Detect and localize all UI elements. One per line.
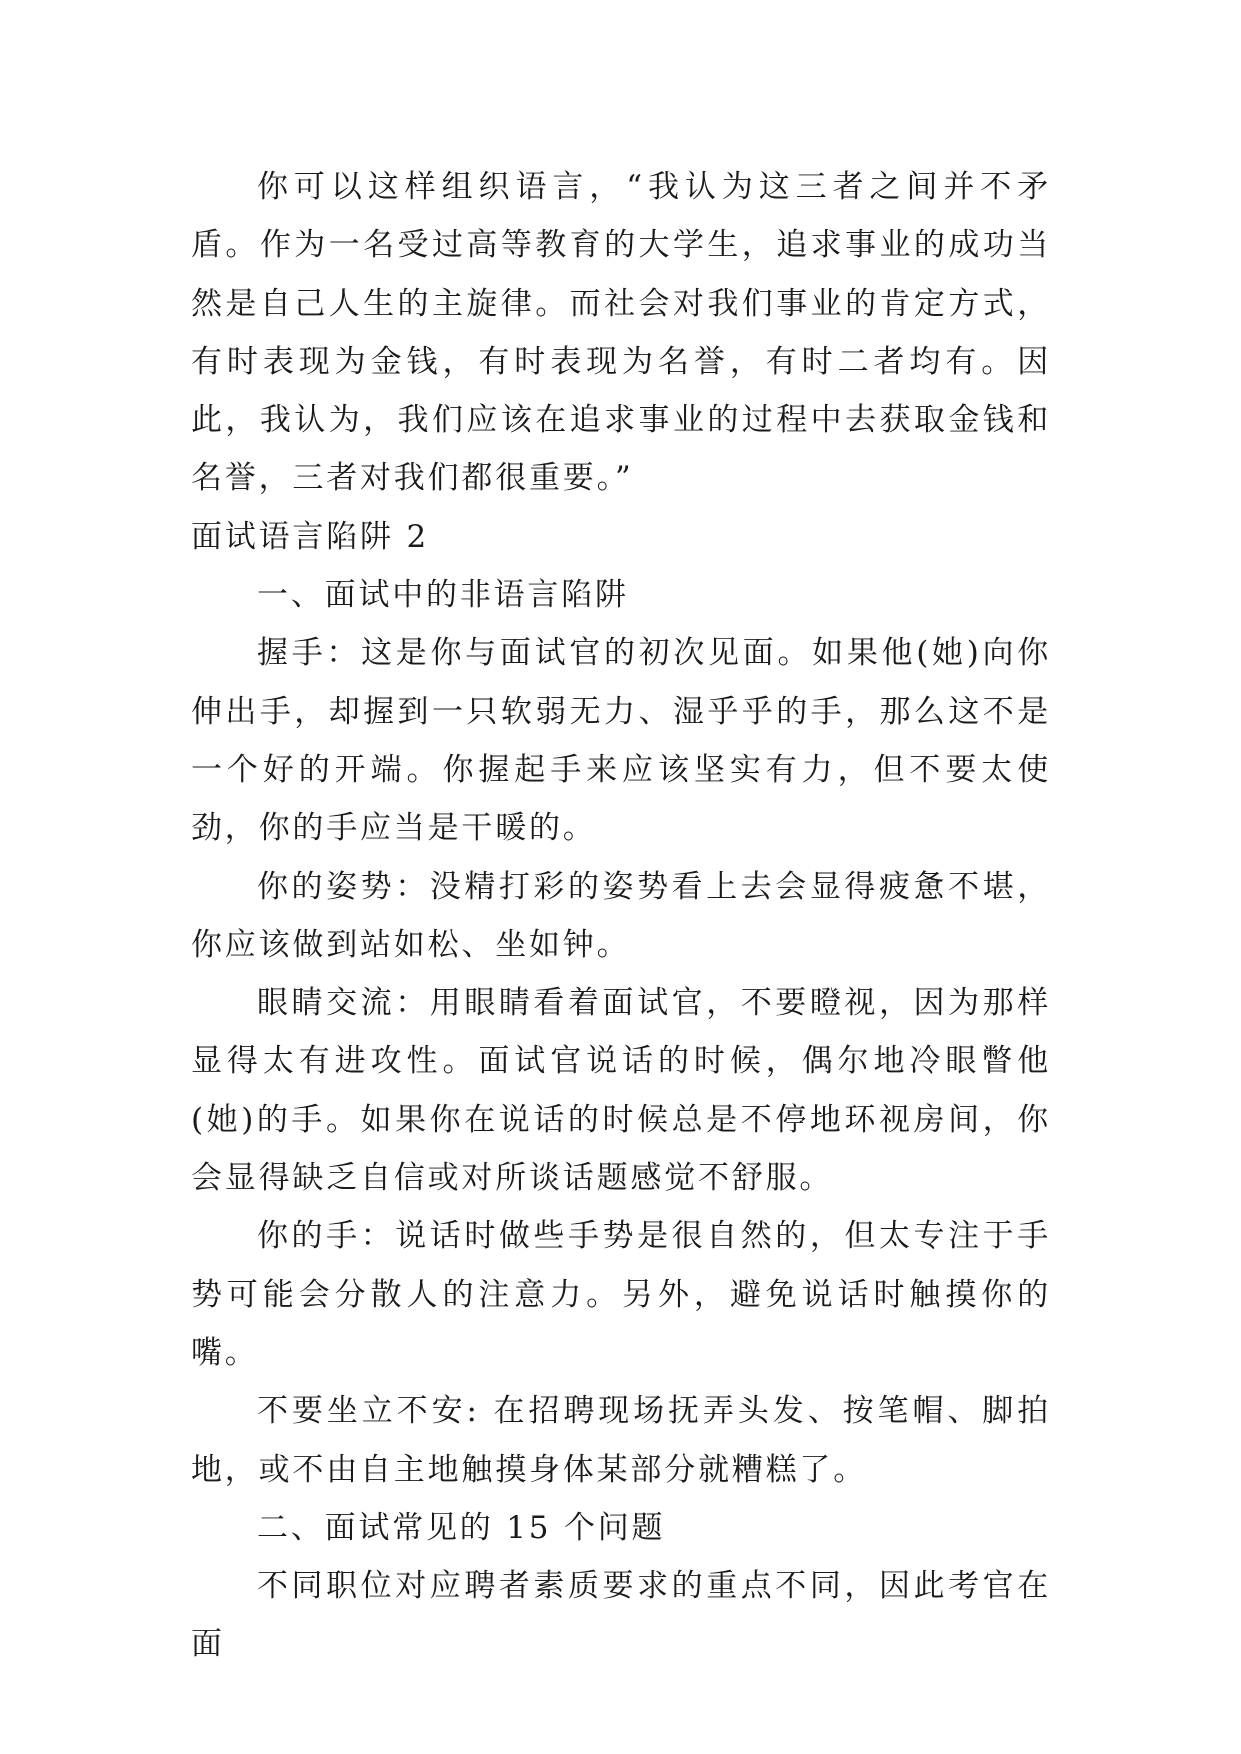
- paragraph: 眼睛交流：用眼睛看着面试官，不要瞪视，因为那样显得太有进攻性。面试官说话的时候，偶尔地冷眼瞥他(她)的手。如果你在说话的时候总是不停地环视房间，你会显得缺乏自信或对所谈话题感觉不舒服。: [191, 985, 1051, 1197]
- paragraph: 你可以这样组织语言，“我认为这三者之间并不矛盾。作为一名受过高等教育的大学生，追求事业的成功当然是自己人生的主旋律。而社会对我们事业的肯定方式，有时表现为金钱，有时表现为名誉，有时二者均有。因此，我认为，我们应该在追求事业的过程中去获取金钱和名誉，三者对我们都很重要。”: [191, 169, 1051, 497]
- paragraph: 不同职位对应聘者素质要求的重点不同，因此考官在面: [191, 1568, 1051, 1663]
- subsection-heading: 一、面试中的非语言陷阱: [257, 577, 629, 614]
- paragraph: 握手：这是你与面试官的初次见面。如果他(她)向你伸出手，却握到一只软弱无力、湿乎乎的手，那么这不是一个好的开端。你握起手来应该坚实有力，但不要太使劲，你的手应当是干暖的。: [191, 635, 1051, 847]
- paragraph: 你的姿势：没精打彩的姿势看上去会显得疲惫不堪，你应该做到站如松、坐如钟。: [191, 868, 1051, 963]
- subsection-heading: 二、面试常见的 15 个问题: [257, 1509, 666, 1546]
- paragraph: 不要坐立不安: 在招聘现场抚弄头发、按笔帽、脚拍地，或不由自主地触摸身体某部分就糟糕了。: [191, 1393, 1051, 1488]
- document-body: [191, 158, 1051, 1674]
- paragraph: 你的手：说话时做些手势是很自然的，但太专注于手势可能会分散人的注意力。另外，避免说话时触摸你的嘴。: [191, 1218, 1051, 1371]
- section-heading: 面试语言陷阱 2: [191, 518, 429, 555]
